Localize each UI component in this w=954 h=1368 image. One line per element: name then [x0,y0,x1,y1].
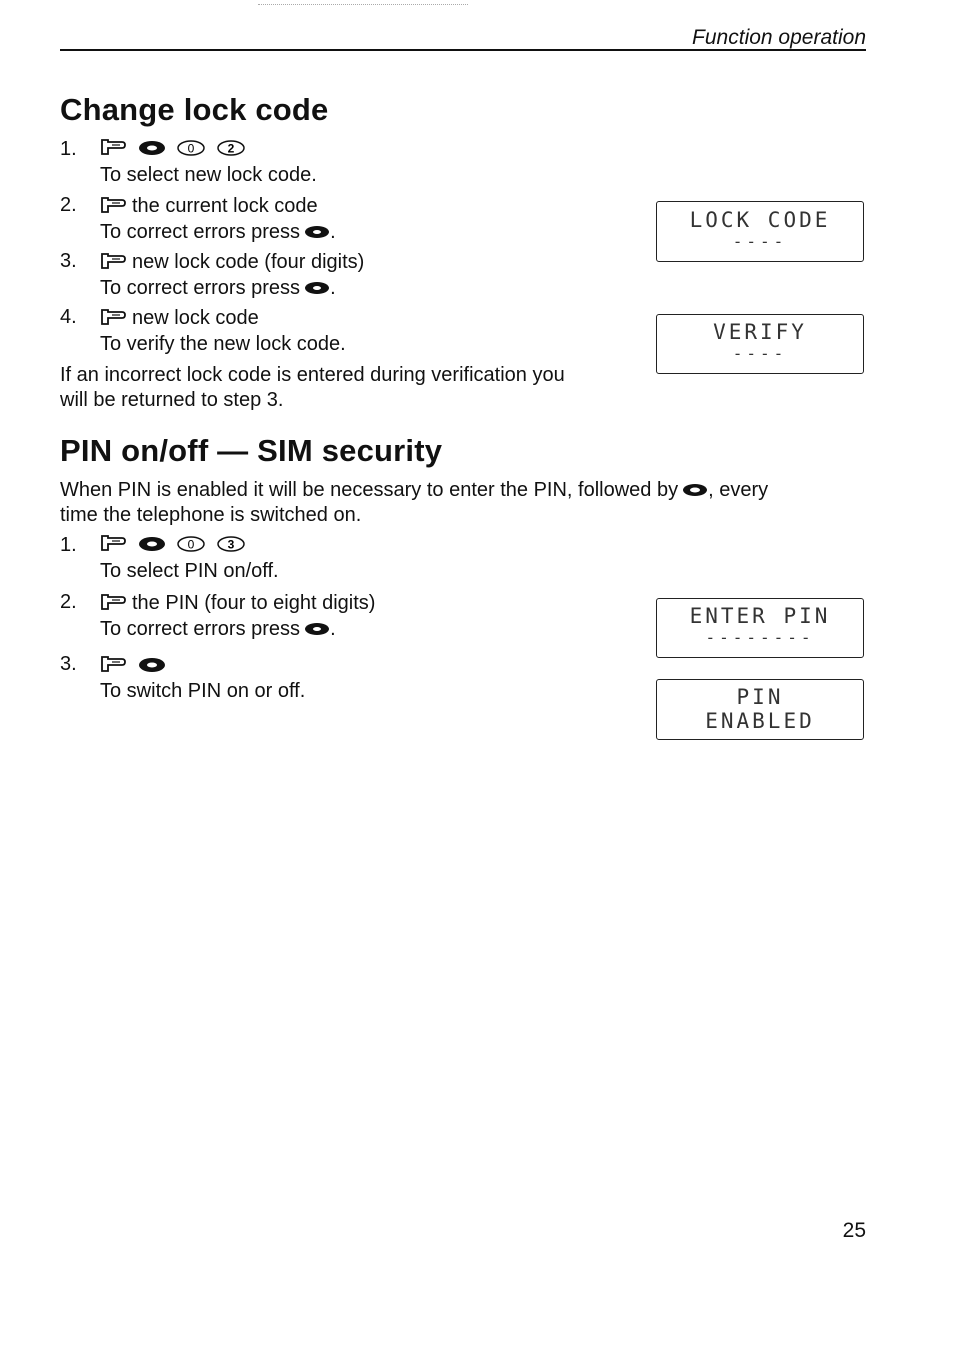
step-number: 1. [60,534,77,556]
lcd-line: PIN [736,685,784,709]
menu-key-icon [138,536,166,552]
lcd-display-verify [656,314,864,374]
section-heading-pin: PIN on/off — SIM security [60,433,443,468]
lcd-line: LOCK CODE [689,208,831,232]
step-text: new lock code (four digits) [132,251,365,273]
lcd-line: ENABLED [705,709,815,733]
step-text: To correct errors press [100,618,301,640]
step-number: 2. [60,591,77,613]
hand-icon [100,138,126,156]
intro-line: time the telephone is switched on. [60,504,362,526]
step-text: the current lock code [132,195,318,217]
zero-key-icon [177,536,205,552]
hand-icon [100,252,126,270]
step-keys [100,136,251,160]
svg-text:0: 0 [187,141,195,156]
ok-key-icon [682,483,708,497]
step-number: 2. [60,194,77,216]
lcd-line: -------- [705,628,815,647]
header-title: Function operation [692,26,866,49]
lcd-line: ---- [732,232,788,251]
step-instruction [100,194,318,218]
step-number: 3. [60,250,77,272]
note-line: If an incorrect lock code is entered during verification you [60,364,565,386]
hand-icon [100,534,126,552]
period: . [330,277,336,299]
two-key-icon [217,140,245,156]
lcd-line: ---- [732,344,788,363]
step-text: To correct errors press [100,221,301,243]
step-description: To verify the new lock code. [100,333,346,355]
step-text: To correct errors press [100,277,301,299]
period: . [330,221,336,243]
lcd-display-enter-pin [656,598,864,658]
header-rule [60,49,866,51]
hand-icon [100,593,126,611]
step-description [100,617,336,641]
lcd-display-lock-code [656,201,864,262]
svg-text:2: 2 [227,141,235,156]
hand-icon [100,655,126,673]
step-description: To select new lock code. [100,164,317,186]
hand-icon [100,308,126,326]
intro-text: When PIN is enabled it will be necessary to enter the PIN, followed by [60,479,679,501]
section-heading-change-lock: Change lock code [60,92,329,127]
svg-text:3: 3 [227,537,235,552]
intro-line [60,478,768,503]
step-description [100,276,336,300]
step-number: 1. [60,138,77,160]
step-keys [100,653,172,677]
svg-text:0: 0 [187,537,195,552]
clear-key-icon [304,281,330,295]
menu-key-icon [138,140,166,156]
step-description: To switch PIN on or off. [100,680,306,702]
hand-icon [100,196,126,214]
step-instruction [100,250,364,274]
top-faint-rule [258,4,468,5]
step-instruction [100,306,259,330]
note-line: will be returned to step 3. [60,389,284,411]
clear-key-icon [304,225,330,239]
period: . [330,618,336,640]
step-instruction [100,591,375,615]
step-text: the PIN (four to eight digits) [132,592,376,614]
zero-key-icon [177,140,205,156]
intro-text: , every [708,479,769,501]
step-description [100,220,336,244]
three-key-icon [217,536,245,552]
ok-key-icon [138,657,166,673]
step-number: 4. [60,306,77,328]
step-text: new lock code [132,307,259,329]
page-number: 25 [842,1219,866,1242]
lcd-line: ENTER PIN [689,604,831,628]
step-number: 3. [60,653,77,675]
step-keys [100,532,251,556]
step-description: To select PIN on/off. [100,560,279,582]
lcd-display-pin-enabled [656,679,864,740]
lcd-line: VERIFY [713,320,807,344]
clear-key-icon [304,622,330,636]
